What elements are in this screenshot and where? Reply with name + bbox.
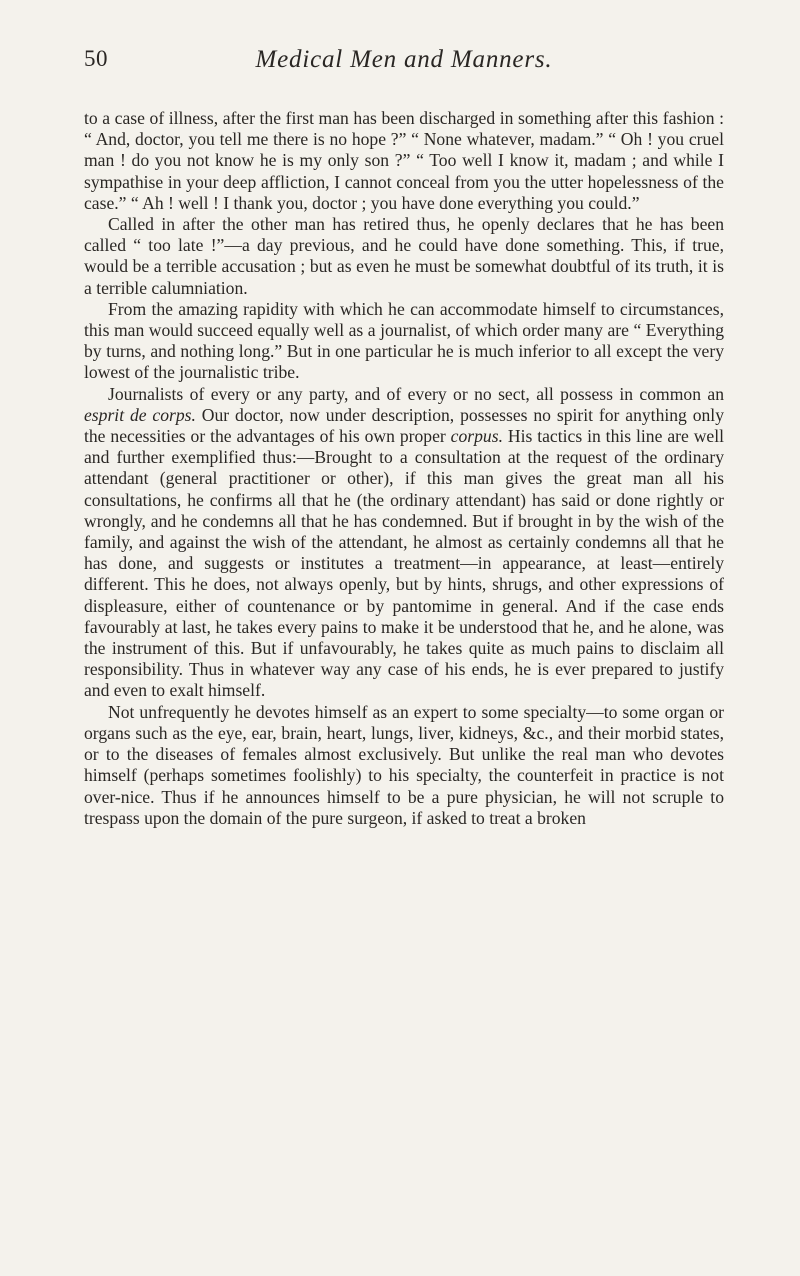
paragraph-1: to a case of illness, after the first man has been discharged in something after this fashion : “ And, doctor, you tell me there is no hope ?” “ None whatever, madam.” “ Oh ! you cruel man ! do you not know he is my only son ?” “ Too well I know it, madam ; and while I sympathise in your deep affliction, I cannot conceal from you the utter hopelessness of the case.” “ Ah ! well ! I thank you, doctor ; you have done everything you could.” xyxy=(84,108,724,213)
paragraph-4-text-b: Our doctor, now under description, possesses no spirit for anything only the necessities or the advantages of his own proper xyxy=(84,404,724,447)
body-text xyxy=(84,108,724,829)
paragraph-4-italic-esprit: esprit de corps. xyxy=(84,404,196,425)
running-head: Medical Men and Manners. xyxy=(255,46,553,73)
paragraph-3: From the amazing rapidity with which he can accommodate himself to circumstances, this man would succeed equally well as a journalist, of which order many are “ Everything by turns, and nothing long.” But in one particular he is much inferior to all except the very lowest of the journalistic tribe. xyxy=(84,298,724,383)
paragraph-4-italic-corpus: corpus. xyxy=(450,426,503,447)
paragraph-4-text-a: Journalists of every or any party, and of every or no sect, all possess in common an xyxy=(108,383,724,404)
paragraph-2: Called in after the other man has retired thus, he openly declares that he has been called “ too late !”—a day previous, and he could have done something. This, if true, would be a terrible accusation ; but as even he must be somewhat doubtful of its truth, it is a terrible calumniation. xyxy=(84,214,724,298)
paragraph-5: Not unfrequently he devotes himself as an expert to some specialty—to some organ or organs such as the eye, ear, brain, heart, lungs, liver, kidneys, &c., and their morbid states, or to the diseases of females almost exclusively. But unlike the real man who devotes himself (perhaps sometimes foolishly) to his specialty, the counterfeit in practice is not over-nice. Thus if he announces himself to be a pure physician, he will not scruple to trespass upon the domain of the pure surgeon, if asked to treat a broken xyxy=(84,701,724,828)
page-header xyxy=(84,46,724,86)
paragraph-4 xyxy=(84,384,724,702)
page-number: 50 xyxy=(84,46,108,71)
paragraph-4-text-c: His tactics in this line are well and further exemplified thus:—Brought to a consultation at the request of the ordinary attendant (general practitioner or other), if this man gives the great man all his consultations, he confirms all that he (the ordinary attendant) has said or done rightly or wrongly, and he condemns all that he has condemned. But if brought in by the wish of the family, and against the wish of the attendant, he almost as certainly condemns all that he has done, and suggests or institutes a treatment—in appearance, at least—entirely different. This he does, not always openly, but by hints, shrugs, and other expressions of displeasure, either of countenance or by pantomime in general. And if the case ends favourably at last, he takes every pains to make it be understood that he, and he alone, was the instrument of this. But if unfavourably, he takes quite as much pains to disclaim all responsibility. Thus in whatever way any case of his ends, he is ever prepared to justify and even to exalt himself. xyxy=(84,426,724,701)
